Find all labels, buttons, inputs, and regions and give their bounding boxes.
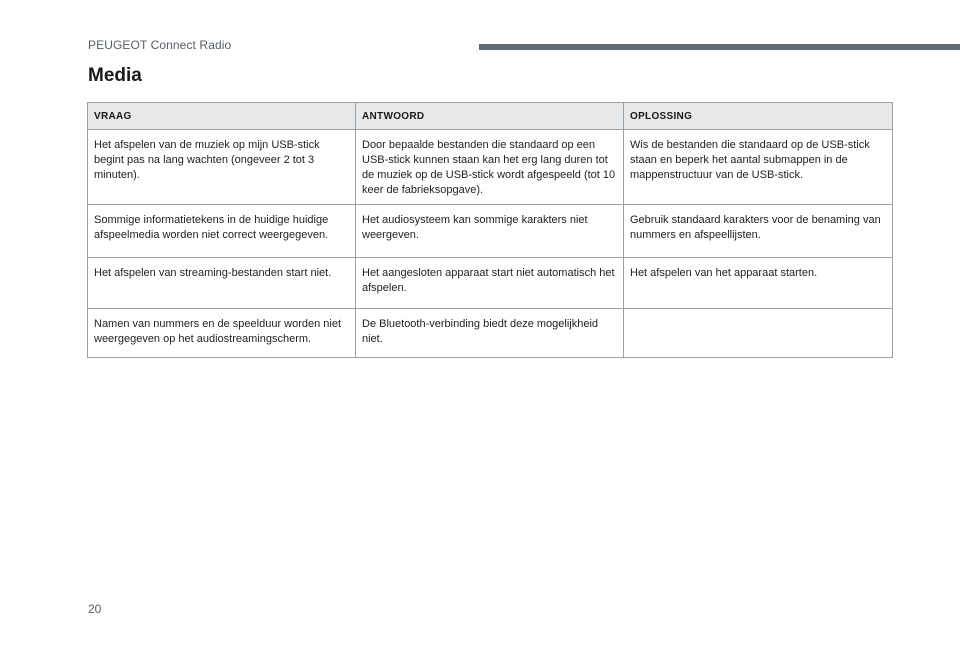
- column-header-oplossing: OPLOSSING: [624, 103, 893, 130]
- table-row: [88, 205, 893, 258]
- cell-antwoord: Het aangesloten apparaat start niet automatisch het afspelen.: [356, 258, 624, 309]
- cell-vraag: Het afspelen van de muziek op mijn USB-stick begint pas na lang wachten (ongeveer 2 tot 3 minuten).: [88, 130, 356, 205]
- cell-oplossing: Gebruik standaard karakters voor de benaming van nummers en afspeellijsten.: [624, 205, 893, 258]
- table-header-row: [88, 103, 893, 130]
- cell-vraag: Namen van nummers en de speelduur worden niet weergegeven op het audiostreamingscherm.: [88, 309, 356, 358]
- header-decor-bar: [479, 44, 960, 50]
- section-title: Media: [88, 65, 142, 86]
- page-number: 20: [88, 602, 102, 616]
- table-row: [88, 130, 893, 205]
- cell-vraag: Het afspelen van streaming-bestanden start niet.: [88, 258, 356, 309]
- cell-antwoord: De Bluetooth-verbinding biedt deze mogelijkheid niet.: [356, 309, 624, 358]
- column-header-antwoord: ANTWOORD: [356, 103, 624, 130]
- cell-vraag: Sommige informatietekens in de huidige huidige afspeelmedia worden niet correct weergegeven.: [88, 205, 356, 258]
- cell-oplossing: [624, 309, 893, 358]
- cell-oplossing: Het afspelen van het apparaat starten.: [624, 258, 893, 309]
- table-row: [88, 258, 893, 309]
- cell-oplossing: Wis de bestanden die standaard op de USB-stick staan en beperk het aantal submappen in de mappenstructuur van de USB-stick.: [624, 130, 893, 205]
- document-header-title: PEUGEOT Connect Radio: [88, 38, 232, 52]
- cell-antwoord: Het audiosysteem kan sommige karakters niet weergeven.: [356, 205, 624, 258]
- column-header-vraag: VRAAG: [88, 103, 356, 130]
- faq-table: [87, 102, 893, 358]
- table-row: [88, 309, 893, 358]
- cell-antwoord: Door bepaalde bestanden die standaard op een USB-stick kunnen staan kan het erg lang duren tot de muziek op de USB-stick wordt afgespeeld (tot 10 keer de fabrieksopgave).: [356, 130, 624, 205]
